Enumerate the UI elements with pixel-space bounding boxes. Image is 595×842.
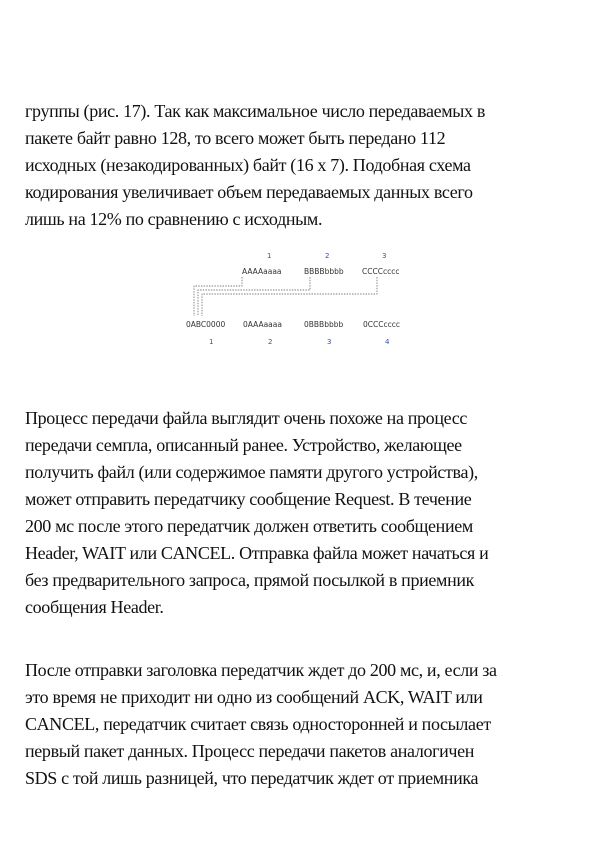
bottom-number-3: 3 (327, 338, 332, 346)
text-line: CANCEL, передатчик считает связь односторонней и посылает (25, 714, 491, 734)
text-line: Header, WAIT или CANCEL. Отправка файла может начаться и (25, 543, 489, 563)
connector-line-c (202, 277, 377, 316)
paragraph-2 (25, 405, 585, 621)
connector-line-a (194, 277, 242, 316)
top-byte-2: BBBBbbbb (304, 267, 344, 276)
bottom-number-2: 2 (268, 338, 273, 346)
top-number-1: 1 (267, 252, 272, 260)
paragraph-1 (25, 98, 585, 233)
text-line: исходных (незакодированных) байт (16 х 7). Подобная схема (25, 155, 471, 175)
text-line: кодирования увеличивает объем передаваемых данных всего (25, 182, 473, 202)
text-line: пакете байт равно 128, то всего может быть передано 112 (25, 128, 446, 148)
top-number-3: 3 (382, 252, 387, 260)
text-line: После отправки заголовка передатчик ждет до 200 мс, и, если за (25, 660, 497, 680)
bottom-byte-4: 0CCCcccc (363, 320, 400, 329)
bottom-byte-2: 0AAAaaaa (243, 320, 282, 329)
text-line: получить файл (или содержимое памяти другого устройства), (25, 462, 478, 482)
text-line: может отправить передатчику сообщение Request. В течение (25, 489, 472, 509)
bottom-number-1: 1 (209, 338, 214, 346)
text-line: первый пакет данных. Процесс передачи пакетов аналогичен (25, 741, 475, 761)
text-line: это время не приходит ни одно из сообщений ACK, WAIT или (25, 687, 483, 707)
paragraph-3 (25, 657, 585, 792)
text-line: без предварительного запроса, прямой посылкой в приемник (25, 570, 475, 590)
top-byte-3: CCCCcccc (362, 267, 400, 276)
top-number-2: 2 (325, 252, 330, 260)
text-line: сообщения Header. (25, 597, 164, 617)
text-line: Процесс передачи файла выглядит очень похоже на процесс (25, 408, 467, 428)
top-byte-1: AAAAaaaa (242, 267, 282, 276)
encoding-figure (180, 250, 420, 355)
text-line: группы (рис. 17). Так как максимальное число передаваемых в (25, 101, 485, 121)
figure-connector-lines (180, 250, 420, 355)
bottom-number-4: 4 (385, 338, 390, 346)
bottom-byte-3: 0BBBbbbb (304, 320, 344, 329)
text-line: лишь на 12% по сравнению с исходным. (25, 209, 323, 229)
bottom-byte-1: 0ABC0000 (186, 320, 226, 329)
text-line: передачи семпла, описанный ранее. Устройство, желающее (25, 435, 462, 455)
text-line: 200 мс после этого передатчик должен ответить сообщением (25, 516, 473, 536)
connector-line-b (198, 277, 310, 316)
text-line: SDS с той лишь разницей, что передатчик ждет от приемника (25, 768, 479, 788)
